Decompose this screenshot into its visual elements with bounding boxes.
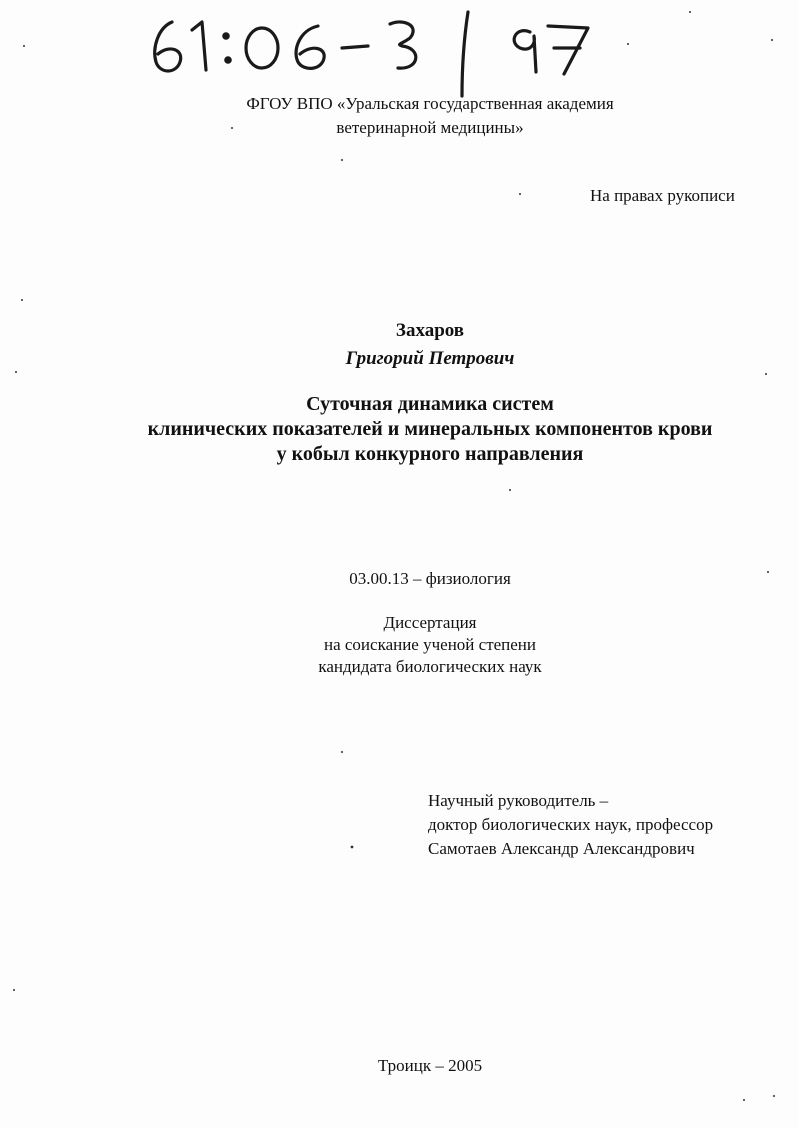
specialty-code: 03.00.13 – физиология: [349, 569, 511, 588]
supervisor-line-2: доктор биологических наук, профессор: [428, 815, 714, 834]
title-line-1: Суточная динамика систем: [306, 393, 554, 415]
organization-block: [0, 92, 798, 140]
supervisor-line-3: Самотаев Александр Александрович: [428, 839, 695, 858]
handwritten-archive-mark: [140, 8, 610, 98]
organization-line-2: ветеринарной медицины»: [336, 118, 524, 137]
degree-line-1: Диссертация: [383, 613, 477, 632]
author-surname: Захаров: [395, 320, 465, 341]
degree-line-3: кандидата биологических наук: [318, 657, 542, 676]
author-given-names: Григорий Петрович: [345, 348, 515, 369]
supervisor-block: [428, 789, 713, 861]
degree-line-2: на соискание ученой степени: [323, 635, 537, 654]
title-line-2: клинических показателей и минеральных компонентов крови: [147, 418, 713, 440]
organization-line-1: ФГОУ ВПО «Уральская государственная академия: [246, 94, 614, 113]
title-line-3: у кобыл конкурного направления: [276, 443, 584, 465]
author-block: [0, 317, 798, 373]
dissertation-title: [0, 392, 798, 467]
manuscript-note: На правах рукописи: [590, 186, 735, 205]
degree-block: [0, 612, 798, 678]
place-year: Троицк – 2005: [377, 1056, 483, 1075]
supervisor-line-1: Научный руководитель –: [428, 791, 609, 810]
